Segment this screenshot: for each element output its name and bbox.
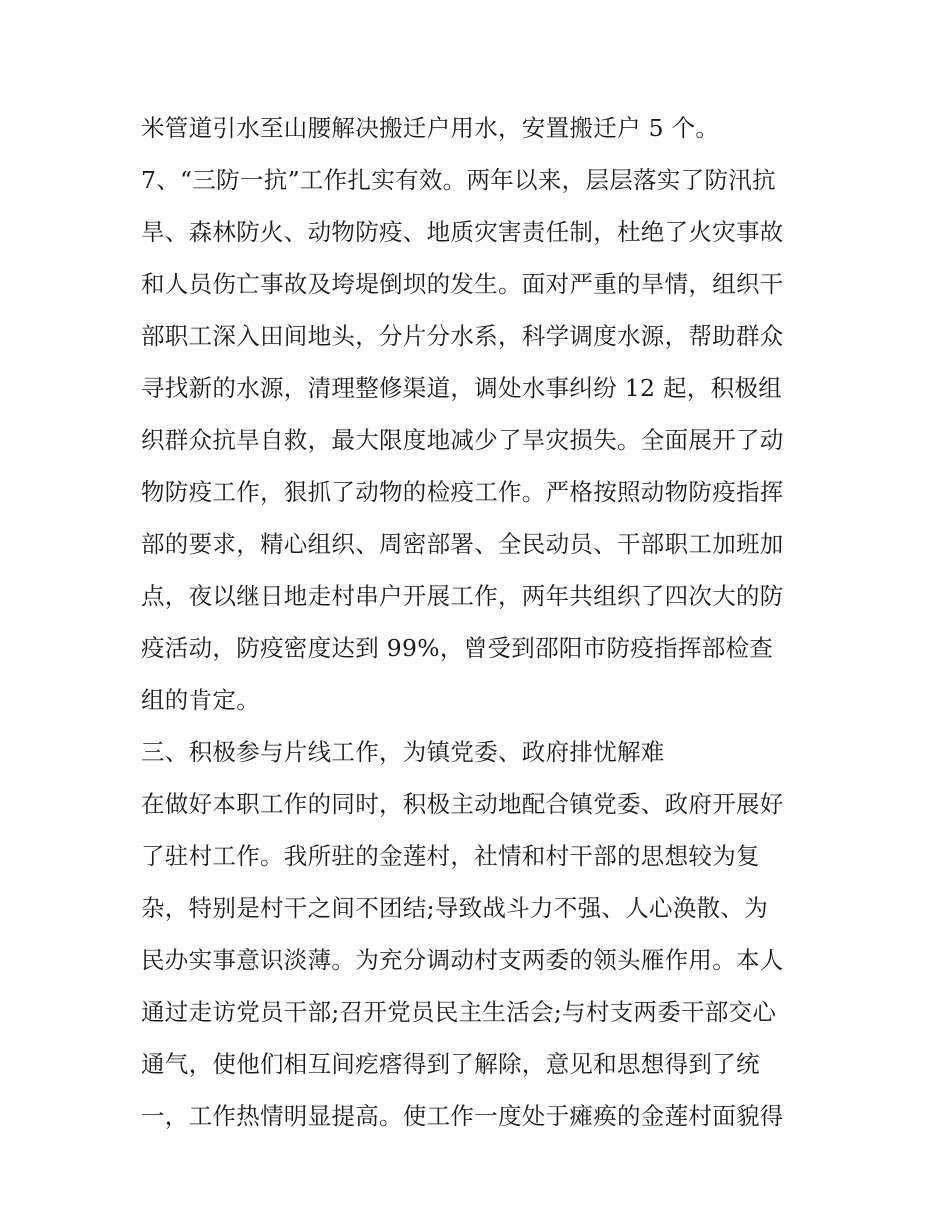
text-line: 通过走访党员干部;召开党员民主生活会;与村支两委干部交心 (141, 998, 777, 1026)
text-line: 点，夜以继日地走村串户开展工作，两年共组织了四次大的防 (141, 582, 784, 610)
text-line: 了驻村工作。我所驻的金莲村，社情和村干部的思想较为复 (141, 842, 760, 870)
text-line: 7、“三防一抗”工作扎实有效。两年以来，层层落实了防汛抗 (141, 166, 776, 194)
text-line: 和人员伤亡事故及垮堤倒坝的发生。面对严重的旱情，组织干 (141, 270, 784, 298)
text-line: 一，工作热情明显提高。使工作一度处于瘫痪的金莲村面貌得 (141, 1102, 784, 1130)
text-line: 米管道引水至山腰解决搬迁户用水，安置搬迁户 5 个。 (141, 114, 720, 142)
text-line: 寻找新的水源，清理整修渠道，调处水事纠纷 12 起，积极组 (141, 374, 783, 402)
text-line: 旱、森林防火、动物防疫、地质灾害责任制，杜绝了火灾事故 (141, 218, 784, 246)
text-line: 物防疫工作，狠抓了动物的检疫工作。严格按照动物防疫指挥 (141, 478, 784, 506)
text-line: 织群众抗旱自救，最大限度地减少了旱灾损失。全面展开了动 (141, 426, 784, 454)
text-line: 部的要求，精心组织、周密部署、全民动员、干部职工加班加 (141, 530, 784, 558)
text-line: 杂，特别是村干之间不团结;导致战斗力不强、人心涣散、为 (141, 894, 769, 922)
text-line: 组的肯定。 (141, 686, 260, 714)
text-line: 在做好本职工作的同时，积极主动地配合镇党委、政府开展好 (141, 790, 784, 818)
text-line: 疫活动，防疫密度达到 99%，曾受到邵阳市防疫指挥部检查 (141, 634, 774, 662)
text-line: 民办实事意识淡薄。为充分调动村支两委的领头雁作用。本人 (141, 946, 784, 974)
section-heading: 三、积极参与片线工作，为镇党委、政府排忧解难 (141, 738, 665, 766)
text-line: 通气，使他们相互间疙瘩得到了解除，意见和思想得到了统 (141, 1050, 760, 1078)
text-line: 部职工深入田间地头，分片分水系，科学调度水源，帮助群众 (141, 322, 784, 350)
